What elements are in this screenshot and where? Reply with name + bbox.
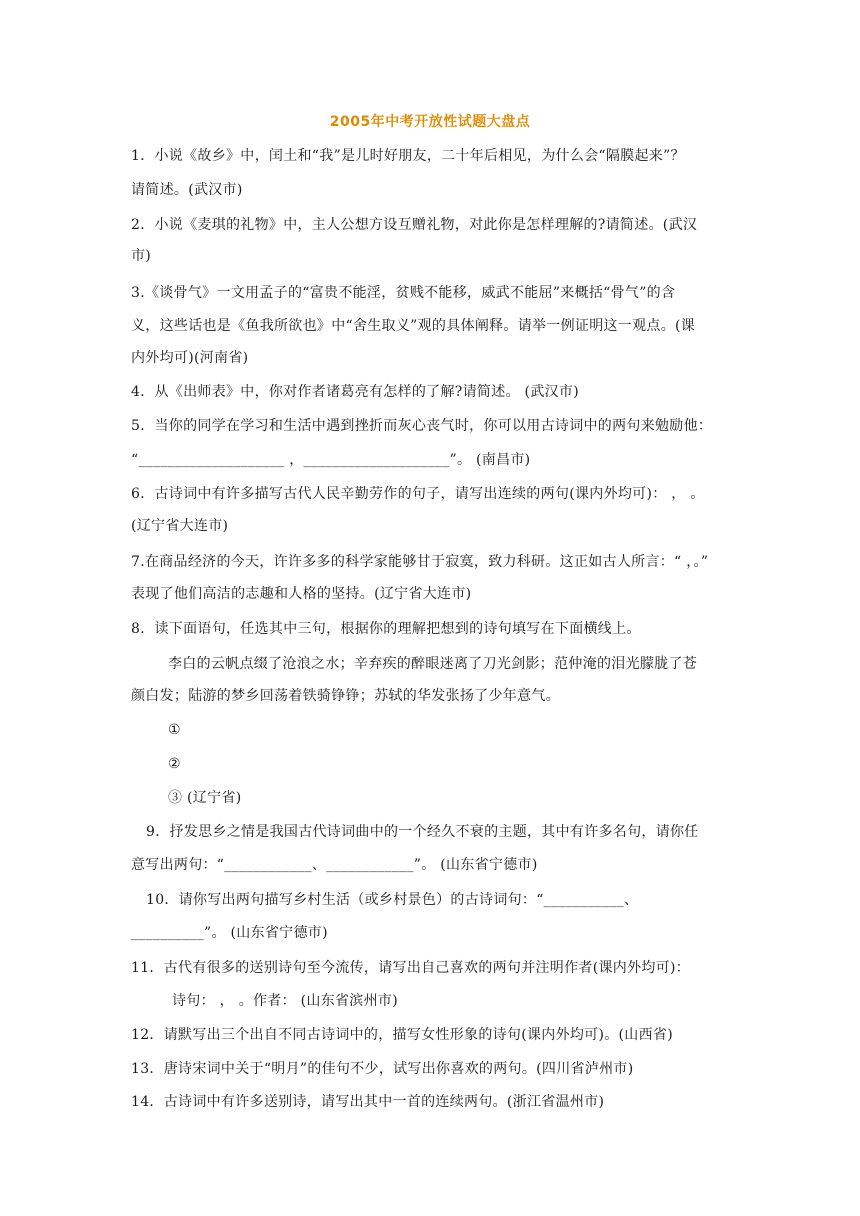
- question-7-line-1: 7.在商品经济的今天，许许多多的科学家能够甘于寂寞，致力科研。这正如古人所言：“ ，。”: [131, 554, 709, 570]
- question-7-line-2: 表现了他们高洁的志趣和人格的坚持。(辽宁省大连市): [131, 586, 472, 602]
- question-8-answer-1: ①: [168, 722, 181, 738]
- question-8-answer-3: ③ (辽宁省): [168, 790, 242, 806]
- question-3-line-1: 3.《谈骨气》一文用孟子的“富贵不能淫，贫贱不能移，威武不能屈”来概括“骨气”的含: [131, 285, 676, 301]
- question-11-line-2: 诗句： ， 。作者： (山东省滨州市): [172, 993, 398, 1009]
- question-9-line-1: 9．抒发思乡之情是我国古代诗词曲中的一个经久不衰的主题，其中有许多名句，请你任: [146, 824, 699, 840]
- question-8-answer-2: ②: [168, 756, 181, 772]
- question-1-line-2: 请简述。(武汉市): [131, 182, 243, 198]
- question-13-line-1: 13．唐诗宋词中关于“明月”的佳句不少，试写出你喜欢的两句。(四川省泸州市): [131, 1061, 634, 1077]
- document-title: 2005年中考开放性试题大盘点: [329, 114, 531, 130]
- question-6-line-2: (辽宁省大连市): [131, 518, 229, 534]
- question-2-line-2: 市): [131, 248, 152, 264]
- question-2-line-1: 2．小说《麦琪的礼物》中，主人公想方设互赠礼物，对此你是怎样理解的?请简述。(武汉: [131, 217, 698, 233]
- question-8-passage-line-1: 李白的云帆点缀了沧浪之水；辛弃疾的醉眼迷离了刀光剑影；范仲淹的泪光朦胧了苍: [168, 656, 698, 672]
- question-4-line-1: 4．从《出师表》中，你对作者诸葛亮有怎样的了解?请简述。 (武汉市): [131, 384, 579, 400]
- question-14-line-1: 14．古诗词中有许多送别诗，请写出其中一首的连续两句。(浙江省温州市): [131, 1094, 605, 1110]
- question-8-passage-line-2: 颜白发；陆游的梦乡回荡着铁骑铮铮；苏轼的华发张扬了少年意气。: [131, 688, 560, 704]
- question-10-line-2: __________”。 (山东省宁德市): [131, 925, 328, 941]
- question-8-line-1: 8．读下面语句，任选其中三句，根据你的理解把想到的诗句填写在下面横线上。: [131, 621, 641, 637]
- question-12-line-1: 12．请默写出三个出自不同古诗词中的，描写女性形象的诗句(课内外均可)。(山西省): [131, 1027, 673, 1043]
- question-3-line-3: 内外均可)(河南省): [131, 350, 249, 366]
- question-1-line-1: 1．小说《故乡》中，闰土和“我”是儿时好朋友，二十年后相见，为什么会“隔膜起来”？: [131, 148, 685, 164]
- question-5-line-1: 5．当你的同学在学习和生活中遇到挫折而灰心丧气时，你可以用古诗词中的两句来勉励他：: [131, 418, 713, 434]
- question-11-line-1: 11．古代有很多的送别诗句至今流传，请写出自己喜欢的两句并注明作者(课内外均可)：: [131, 960, 691, 976]
- question-5-line-2: “____________________ ，____________________”。 (南昌市): [131, 452, 531, 468]
- question-9-line-2: 意写出两句：“____________、____________”。 (山东省宁德市): [131, 857, 538, 873]
- question-6-line-1: 6．古诗词中有许多描写古代人民辛勤劳作的句子，请写出连续的两句(课内外均可)： ， 。: [131, 486, 705, 502]
- question-10-line-1: 10．请你写出两句描写乡村生活（或乡村景色）的古诗词句：“___________、: [146, 892, 639, 908]
- question-3-line-2: 义，这些话也是《鱼我所欲也》中“舍生取义”观的具体阐释。请举一例证明这一观点。(课: [131, 318, 696, 334]
